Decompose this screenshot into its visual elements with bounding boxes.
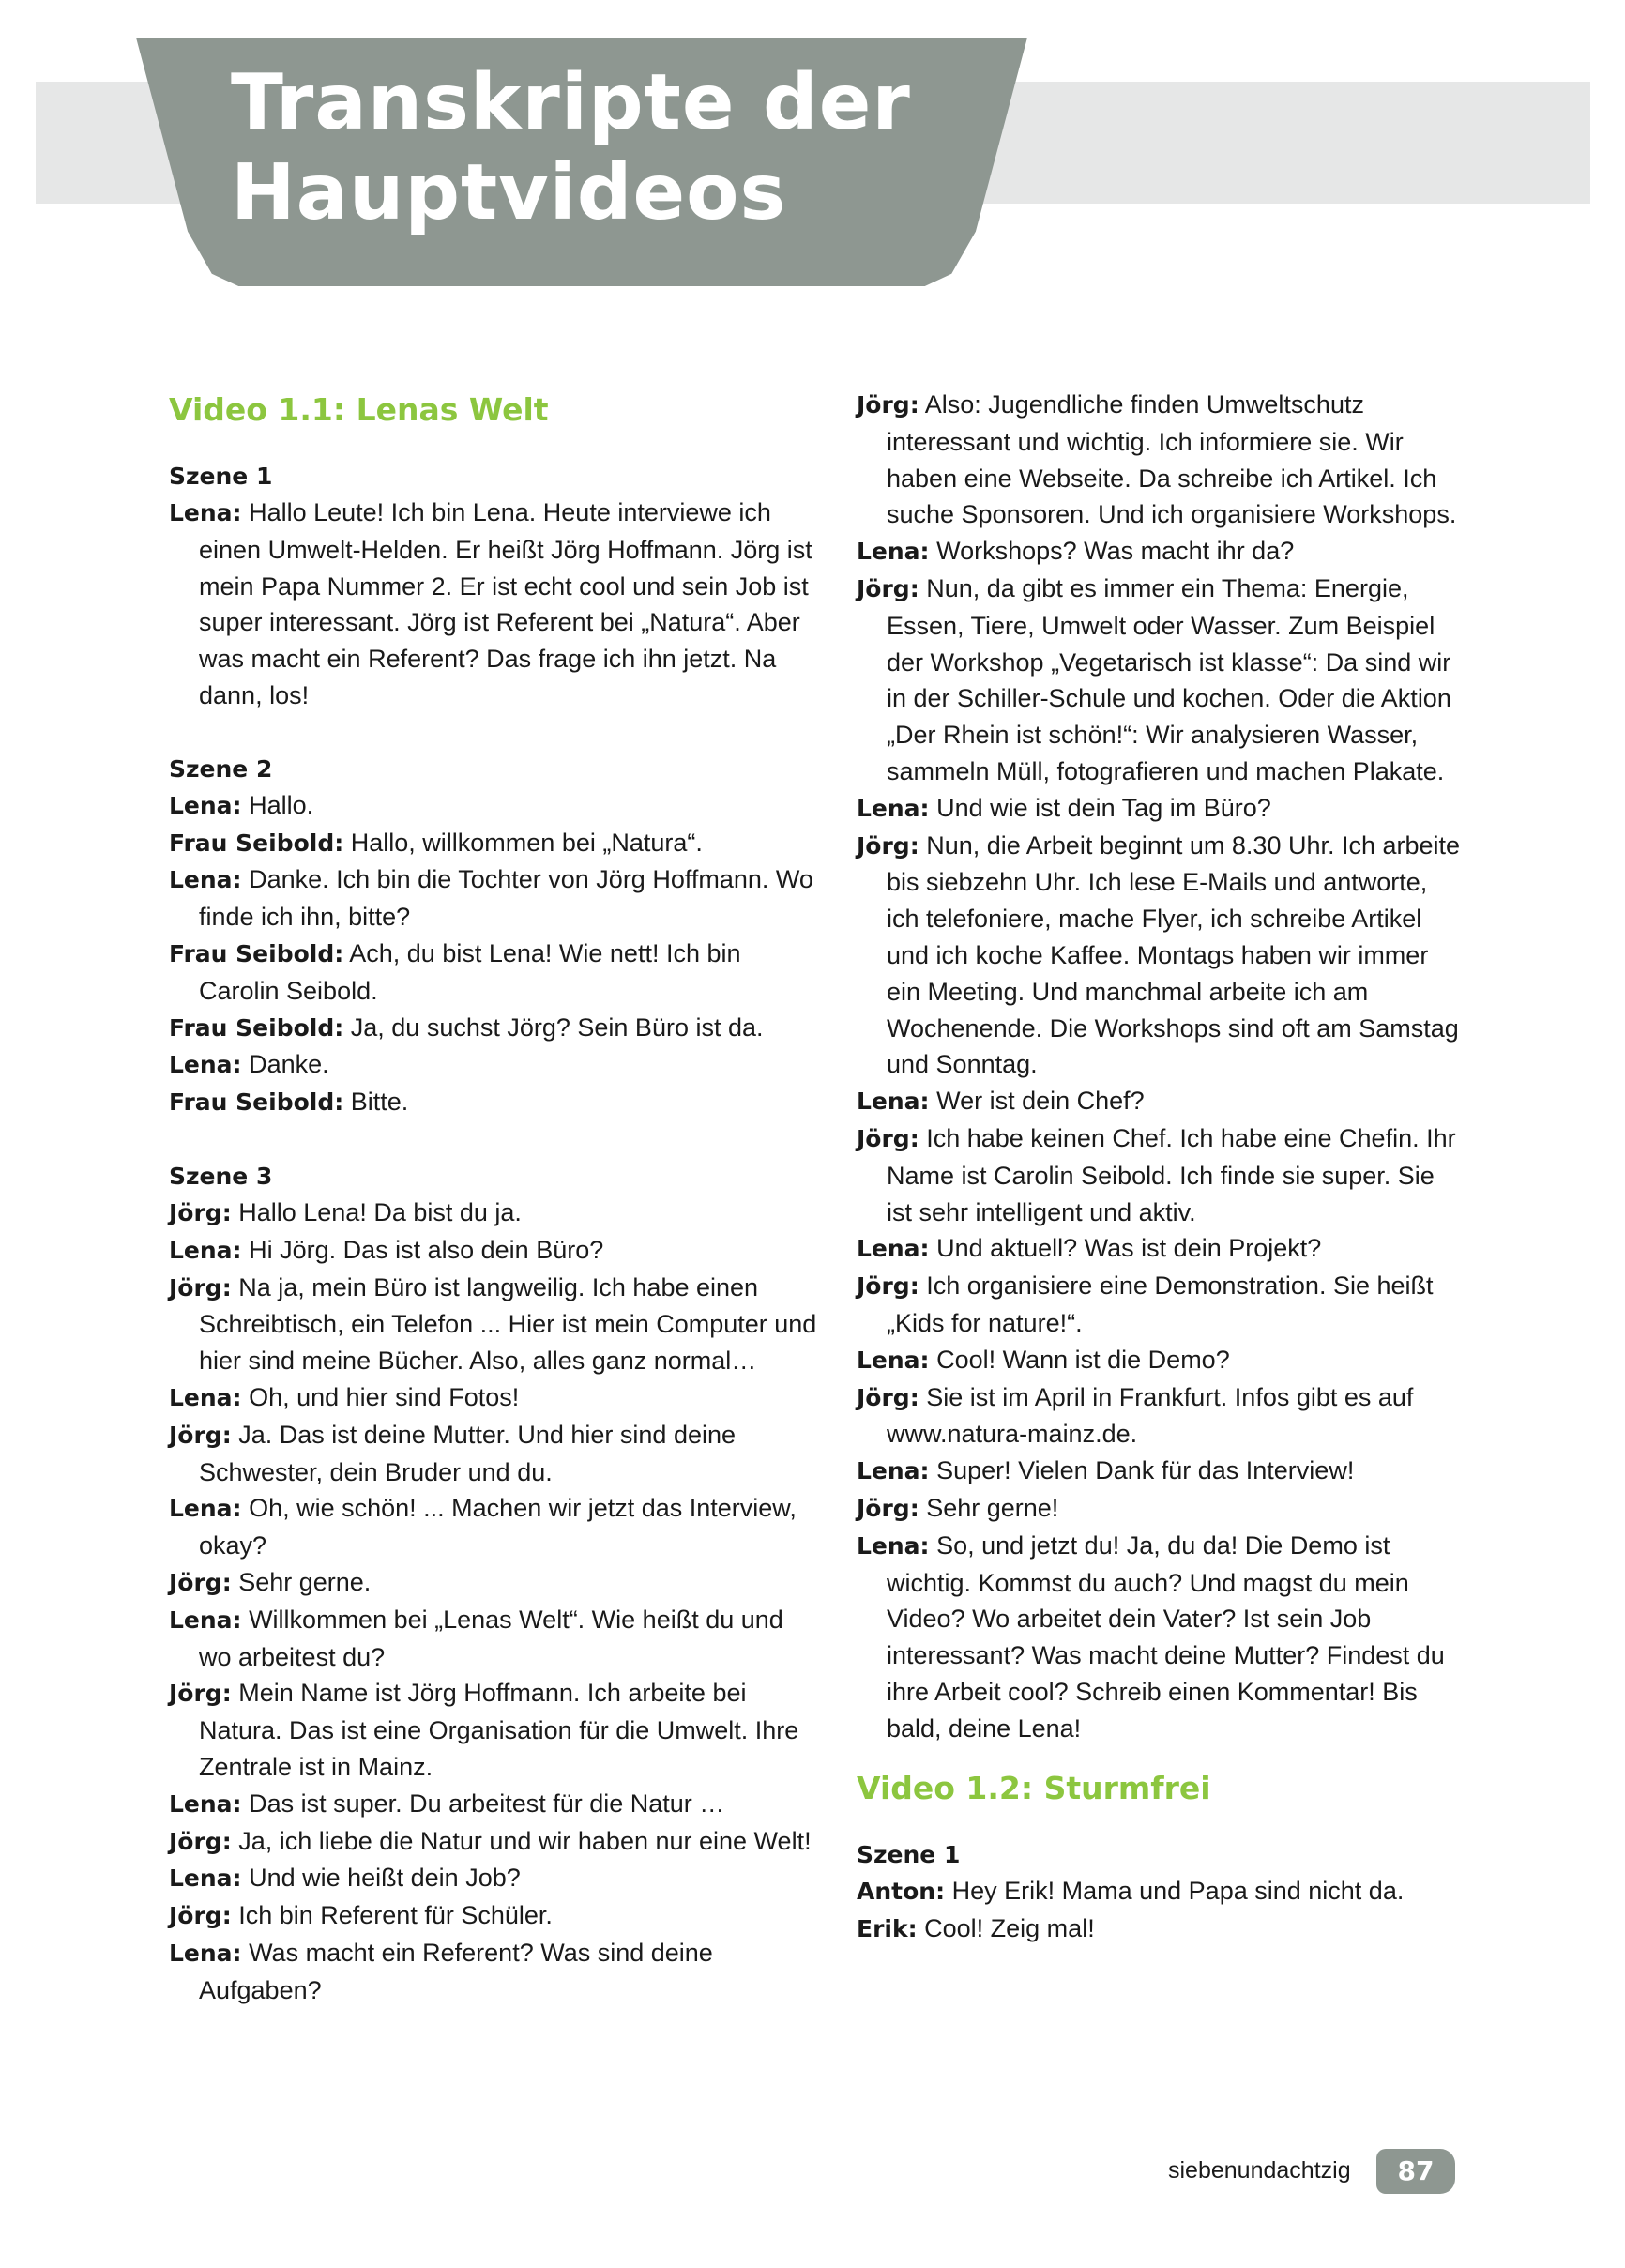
- speaker-name: Lena:: [169, 1051, 242, 1079]
- dialogue-text: Sie ist im April in Frankfurt. Infos gibt es auf www.natura-mainz.de.: [887, 1382, 1414, 1449]
- speaker-name: Jörg:: [857, 574, 919, 602]
- speaker-name: Jörg:: [857, 831, 919, 860]
- dialogue-line: [857, 533, 1466, 571]
- speaker-name: Lena:: [169, 1383, 242, 1411]
- dialogue-text: Ich bin Referent für Schüler.: [238, 1901, 553, 1930]
- speaker-name: Jörg:: [169, 1198, 232, 1226]
- speaker-name: Lena:: [169, 1236, 242, 1264]
- dialogue-text: Oh, und hier sind Fotos!: [249, 1382, 520, 1411]
- scene-spacer: [169, 714, 821, 751]
- dialogue-line: [857, 1230, 1466, 1268]
- dialogue-text: Hi Jörg. Das ist also dein Büro?: [249, 1235, 604, 1264]
- dialogue-text: Super! Vielen Dank für das Interview!: [936, 1456, 1355, 1485]
- dialogue-line: [169, 861, 821, 936]
- dialogue-line: [169, 1602, 821, 1676]
- dialogue-line: [857, 1490, 1466, 1528]
- dialogue-line: [857, 571, 1466, 790]
- transcript-column-right: [857, 387, 1466, 1948]
- dialogue-text: Sehr gerne.: [238, 1567, 372, 1596]
- speaker-name: Jörg:: [857, 1272, 919, 1301]
- dialogue-text: Willkommen bei „Lenas Welt“. Wie heißt du und wo arbeitest du?: [199, 1605, 783, 1671]
- speaker-name: Jörg:: [169, 1680, 232, 1708]
- scene-label: Szene 2: [169, 754, 273, 783]
- dialogue-line: [169, 1379, 821, 1417]
- speaker-name: Erik:: [857, 1915, 918, 1943]
- dialogue-line: [857, 1342, 1466, 1379]
- dialogue-line: [857, 1453, 1466, 1490]
- dialogue-text: Hallo Lena! Da bist du ja.: [238, 1197, 522, 1226]
- scene-label: Szene 3: [169, 1162, 273, 1190]
- dialogue-text: Ich organisiere eine Demonstration. Sie heißt „Kids for nature!“.: [887, 1271, 1434, 1337]
- speaker-name: Lena:: [857, 1088, 930, 1116]
- speaker-name: Jörg:: [169, 1421, 232, 1449]
- dialogue-text: Hallo, willkommen bei „Natura“.: [350, 828, 703, 857]
- speaker-name: Lena:: [169, 866, 242, 894]
- speaker-name: Jörg:: [169, 1902, 232, 1930]
- dialogue-line: [169, 1046, 821, 1084]
- dialogue-text: So, und jetzt du! Ja, du da! Die Demo ist wichtig. Kommst du auch? Und magst du mein Video? Wo arbeitet dein Vater? Ist sein Job interessant? Was macht deine Mutter? Findest du ihre Arbeit cool? Schreib einen Kommentar! Bis bald, deine Lena!: [887, 1530, 1445, 1743]
- dialogue-line: [857, 1268, 1466, 1342]
- dialogue-line: [169, 1232, 821, 1270]
- dialogue-line: [169, 1823, 821, 1861]
- dialogue-line: [169, 1010, 821, 1047]
- speaker-name: Lena:: [857, 794, 930, 822]
- page-number-word: siebenundachtzig: [1168, 2157, 1351, 2184]
- dialogue-line: [169, 1195, 821, 1232]
- speaker-name: Lena:: [169, 1789, 242, 1818]
- speaker-name: Jörg:: [857, 1124, 919, 1152]
- dialogue-line: [169, 1897, 821, 1935]
- dialogue-text: Wer ist dein Chef?: [936, 1087, 1145, 1116]
- dialogue-line: [169, 1084, 821, 1121]
- transcript-column-left: [169, 387, 821, 2008]
- dialogue-line: [169, 1417, 821, 1491]
- dialogue-text: Mein Name ist Jörg Hoffmann. Ich arbeite bei Natura. Das ist eine Organisation für die Umwelt. Ihre Zentrale ist in Mainz.: [199, 1679, 799, 1781]
- dialogue-text: Na ja, mein Büro ist langweilig. Ich habe einen Schreibtisch, ein Telefon ... Hier ist mein Computer und hier sind meine Bücher. Also, alles ganz normal…: [199, 1272, 817, 1376]
- speaker-name: Lena:: [169, 1495, 242, 1523]
- dialogue-text: Ja, du suchst Jörg? Sein Büro ist da.: [350, 1012, 764, 1042]
- dialogue-line: [169, 1490, 821, 1564]
- dialogue-text: Cool! Wann ist die Demo?: [936, 1345, 1230, 1374]
- dialogue-line: [857, 1379, 1466, 1454]
- speaker-name: Lena:: [169, 791, 242, 819]
- dialogue-text: Ich habe keinen Chef. Ich habe eine Chefin. Ihr Name ist Carolin Seibold. Ich finde sie super. Sie ist sehr intelligent und aktiv.: [887, 1123, 1456, 1226]
- dialogue-text: Und aktuell? Was ist dein Projekt?: [936, 1234, 1322, 1263]
- speaker-name: Jörg:: [169, 1568, 232, 1596]
- speaker-name: Lena:: [857, 1457, 930, 1485]
- speaker-name: Jörg:: [857, 1494, 919, 1522]
- video-heading: Video 1.2: Sturmfrei: [857, 1770, 1211, 1807]
- dialogue-line: [169, 495, 821, 714]
- speaker-name: Lena:: [169, 1606, 242, 1634]
- dialogue-line: [169, 787, 821, 825]
- dialogue-text: Hey Erik! Mama und Papa sind nicht da.: [951, 1877, 1405, 1906]
- dialogue-line: [857, 790, 1466, 828]
- dialogue-text: Hallo.: [249, 790, 314, 819]
- dialogue-text: Hallo Leute! Ich bin Lena. Heute interviewe ich einen Umwelt-Helden. Er heißt Jörg Hoffmann. Jörg ist mein Papa Nummer 2. Er ist echt cool und sein Job ist super interessant. Jörg ist Referent bei „Natura“. Aber was macht ein Referent? Das frage ich ihn jetzt. Na dann, los!: [199, 498, 812, 709]
- speaker-name: Frau Seibold:: [169, 829, 344, 857]
- speaker-name: Jörg:: [857, 1383, 919, 1411]
- speaker-name: Jörg:: [857, 391, 919, 419]
- video-heading: Video 1.1: Lenas Welt: [169, 391, 549, 428]
- dialogue-line: [169, 1270, 821, 1379]
- speaker-name: Lena:: [857, 538, 930, 566]
- dialogue-line: [857, 1873, 1466, 1910]
- dialogue-text: Und wie heißt dein Job?: [249, 1864, 521, 1893]
- dialogue-text: Bitte.: [350, 1088, 409, 1117]
- speaker-name: Lena:: [857, 1531, 930, 1560]
- dialogue-line: [857, 1910, 1466, 1948]
- dialogue-line: [857, 828, 1466, 1084]
- dialogue-line: [169, 1564, 821, 1602]
- dialogue-text: Cool! Zeig mal!: [924, 1914, 1095, 1943]
- dialogue-text: Workshops? Was macht ihr da?: [936, 537, 1295, 566]
- speaker-name: Lena:: [857, 1346, 930, 1374]
- dialogue-line: [857, 1528, 1466, 1747]
- dialogue-text: Nun, da gibt es immer ein Thema: Energie, Essen, Tiere, Umwelt oder Wasser. Zum Beispiel der Workshop „Vegetarisch ist klasse“: Da sind wir in der Schiller-Schule und kochen. Oder die Aktion „Der Rhein ist schön!“: Wir analysieren Wasser, sammeln Müll, fotografieren und machen Plakate.: [887, 573, 1451, 785]
- dialogue-text: Ja. Das ist deine Mutter. Und hier sind deine Schwester, dein Bruder und du.: [199, 1420, 737, 1486]
- dialogue-line: [169, 1860, 821, 1897]
- dialogue-text: Ach, du bist Lena! Wie nett! Ich bin Carolin Seibold.: [199, 938, 741, 1005]
- scene-label: Szene 1: [169, 463, 273, 490]
- dialogue-text: Das ist super. Du arbeitest für die Natur …: [249, 1789, 725, 1818]
- dialogue-line: [857, 1120, 1466, 1230]
- speaker-name: Jörg:: [169, 1273, 232, 1301]
- dialogue-line: [169, 1786, 821, 1823]
- dialogue-text: Ja, ich liebe die Natur und wir haben nur eine Welt!: [238, 1826, 812, 1855]
- speaker-name: Frau Seibold:: [169, 939, 344, 967]
- speaker-name: Lena:: [169, 499, 242, 526]
- dialogue-text: Sehr gerne!: [926, 1493, 1059, 1522]
- dialogue-line: [857, 1083, 1466, 1120]
- page-title: Transkripte der Hauptvideos: [231, 58, 911, 237]
- dialogue-text: Nun, die Arbeit beginnt um 8.30 Uhr. Ich arbeite bis siebzehn Uhr. Ich lese E-Mails und antworte, ich telefoniere, mache Flyer, ich schreibe Artikel und ich koche Kaffee. Montags haben wir immer ein Meeting. Und manchmal arbeite ich am Wochenende. Die Workshops sind oft am Samstag und Sonntag.: [887, 830, 1461, 1079]
- speaker-name: Lena:: [169, 1939, 242, 1967]
- speaker-name: Lena:: [857, 1235, 930, 1263]
- dialogue-text: Was macht ein Referent? Was sind deine Aufgaben?: [199, 1938, 713, 2004]
- dialogue-text: Danke.: [249, 1050, 329, 1079]
- dialogue-text: Oh, wie schön! ... Machen wir jetzt das Interview, okay?: [199, 1494, 797, 1560]
- speaker-name: Frau Seibold:: [169, 1013, 344, 1042]
- dialogue-line: [169, 825, 821, 862]
- speaker-name: Lena:: [169, 1865, 242, 1893]
- dialogue-line: [169, 1935, 821, 2009]
- dialogue-text: Danke. Ich bin die Tochter von Jörg Hoffmann. Wo finde ich ihn, bitte?: [199, 865, 813, 932]
- speaker-name: Frau Seibold:: [169, 1088, 344, 1117]
- scene-spacer: [169, 1121, 821, 1158]
- dialogue-text: Und wie ist dein Tag im Büro?: [936, 793, 1271, 822]
- dialogue-line: [169, 1675, 821, 1785]
- speaker-name: Anton:: [857, 1878, 946, 1906]
- dialogue-text: Also: Jugendliche finden Umweltschutz interessant und wichtig. Ich informiere sie. Wir haben eine Webseite. Da schreibe ich Artikel. Ich suche Sponsoren. Und ich organisiere Workshops.: [887, 390, 1457, 529]
- dialogue-line: [857, 387, 1466, 533]
- dialogue-line: [169, 936, 821, 1010]
- scene-label: Szene 1: [857, 1841, 961, 1869]
- page-number-badge: 87: [1376, 2149, 1455, 2194]
- speaker-name: Jörg:: [169, 1827, 232, 1855]
